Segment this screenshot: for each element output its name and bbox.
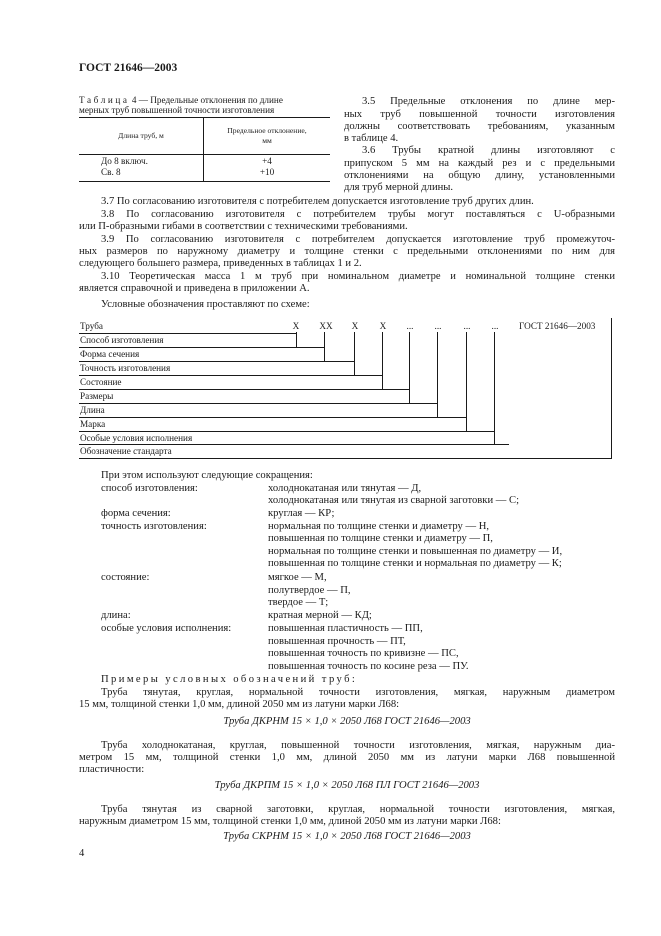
abbr-label: точность изготовления:: [101, 521, 207, 532]
abbr-item: холоднокатаная или тянутая из сварной заготовки — С;: [268, 495, 520, 506]
abbr-item: повышенная точность по косине реза — ПУ.: [268, 661, 469, 672]
scheme-standard: ГОСТ 21646—2003: [519, 321, 596, 331]
table-header-deviation: Предельное отклонение,: [227, 126, 307, 135]
scheme-row-label: Длина: [80, 405, 105, 415]
abbr-item: твердое — Т;: [268, 597, 329, 608]
abbr-item: повышенная пластичность — ПП,: [268, 623, 423, 634]
paragraph-3-7: 3.7 По согласованию изготовителя с потребителем допускается изготовление труб других длин.: [101, 196, 534, 207]
example-text: 15 мм, толщиной стенки 1,0 мм, длиной 2050 мм из латуни марки Л68:: [79, 699, 400, 710]
scheme-row-label: Обозначение стандарта: [80, 446, 172, 456]
table-header-length: Длина труб, м: [118, 131, 164, 140]
abbr-item: кратная мерной — КД;: [268, 610, 372, 621]
abbr-label: длина:: [101, 610, 131, 621]
abbr-label: способ изготовления:: [101, 483, 198, 494]
abbr-item: полутвердое — П,: [268, 585, 351, 596]
abbr-label: особые условия исполнения:: [101, 623, 232, 634]
table-cell: +10: [259, 167, 275, 177]
scheme-code: X: [379, 321, 387, 331]
example-code: Труба ДКРНМ 15 × 1,0 × 2050 Л68 ГОСТ 21646—2003: [223, 716, 471, 727]
abbr-label: состояние:: [101, 572, 150, 583]
scheme-row-label: Форма сечения: [80, 349, 140, 359]
page-number: 4: [79, 848, 85, 859]
scheme-code: XX: [319, 321, 333, 331]
scheme-row-label: Состояние: [80, 377, 122, 387]
abbr-item: повышенная точность по кривизне — ПС,: [268, 648, 459, 659]
abbr-label: форма сечения:: [101, 508, 171, 519]
abbr-intro: При этом используют следующие сокращения:: [101, 470, 313, 481]
example-code: Труба ДКРПМ 15 × 1,0 × 2050 Л68 ПЛ ГОСТ 21646—2003: [214, 780, 480, 791]
abbr-item: нормальная по толщине стенки и повышенная по диаметру — И,: [268, 546, 563, 557]
table-caption-line2: мерных труб повышенной точности изготовления: [79, 105, 275, 115]
scheme-code: ...: [463, 321, 471, 331]
abbr-item: повышенная по толщине стенки и нормальная по диаметру — К;: [268, 558, 562, 569]
table-header-deviation-unit: мм: [262, 136, 272, 145]
table-cell: До 8 включ.: [101, 156, 148, 166]
table-caption: Таблица 4 — Предельные отклонения по длине: [79, 95, 283, 105]
example-text: метром 15 мм, толщиной стенки 1,0 мм, длиной 2050 мм из латуни марки Л68 повышенной: [79, 752, 615, 763]
scheme-row-label: Способ изготовления: [80, 335, 164, 345]
example-text: Труба холоднокатаная, круглая, повышенной точности изготовления, мягкая, наружным диа-: [101, 740, 615, 751]
scheme-code: ...: [434, 321, 442, 331]
example-code: Труба СКРНМ 15 × 1,0 × 2050 Л68 ГОСТ 21646—2003: [223, 831, 471, 842]
page-title: ГОСТ 21646—2003: [79, 62, 178, 74]
scheme-row-label: Особые условия исполнения: [80, 433, 193, 443]
scheme-row-label: Размеры: [80, 391, 114, 401]
scheme-code: ...: [406, 321, 414, 331]
abbr-item: повышенная по толщине стенки и диаметру — П,: [268, 533, 493, 544]
scheme-row-label: Точность изготовления: [80, 363, 171, 373]
scheme-intro: Условные обозначения проставляют по схеме:: [101, 299, 310, 310]
scheme-code: X: [292, 321, 300, 331]
scheme-head: Труба: [80, 321, 103, 331]
example-text: Труба тянутая, круглая, нормальной точности изготовления, мягкая, наружным диаметром: [101, 687, 615, 698]
example-text: Труба тянутая из сварной заготовки, круглая, нормальной точности изготовления, мягкая,: [101, 804, 615, 815]
scheme-code: ...: [491, 321, 499, 331]
table-cell: +4: [262, 156, 272, 166]
abbr-item: повышенная прочность — ПТ,: [268, 636, 406, 647]
example-text: наружным диаметром 15 мм, толщиной стенки 1,0 мм, длиной 2050 мм из латуни марки Л68:: [79, 816, 501, 827]
examples-heading: Примеры условных обозначений труб:: [101, 674, 358, 685]
abbr-item: нормальная по толщине стенки и диаметру — Н,: [268, 521, 489, 532]
abbr-item: мягкое — М,: [268, 572, 327, 583]
scheme-code: X: [351, 321, 359, 331]
abbr-item: холоднокатаная или тянутая — Д,: [268, 483, 422, 494]
table-cell: Св. 8: [101, 167, 121, 177]
abbr-item: круглая — КР;: [268, 508, 335, 519]
example-text: пластичности:: [79, 764, 145, 775]
scheme-row-label: Марка: [80, 419, 106, 429]
